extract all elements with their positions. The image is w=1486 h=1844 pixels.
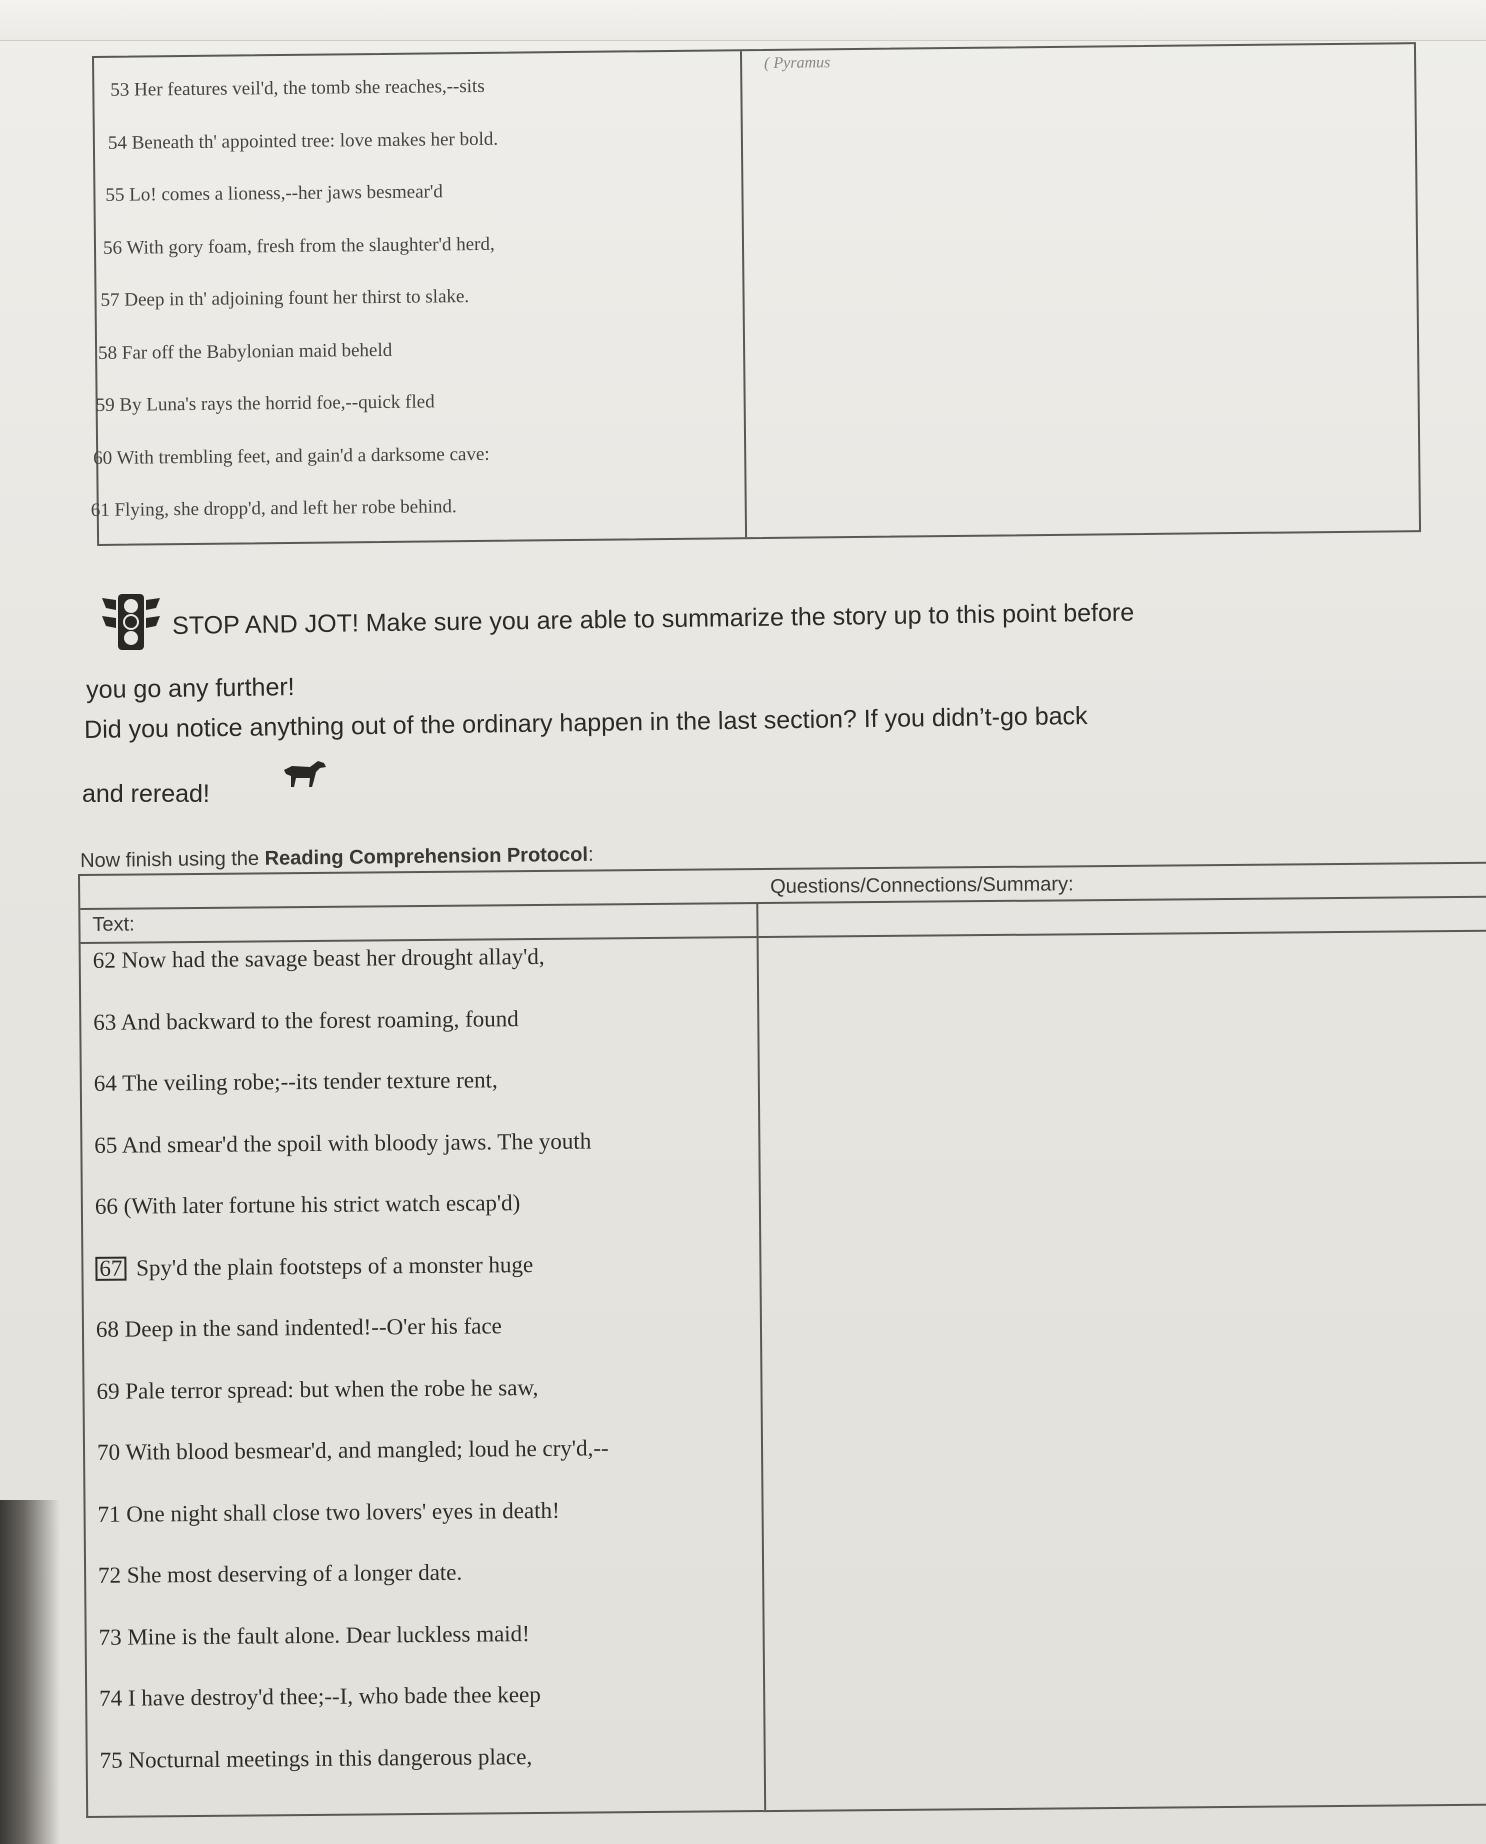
line-number: 64 (93, 1070, 117, 1096)
stop-and-jot-line-4: and reread! (82, 780, 210, 808)
line-number: 65 (94, 1132, 118, 1158)
page-fold-shadow (0, 1500, 60, 1844)
poem-line (97, 1435, 609, 1465)
protocol-table-divider (756, 902, 766, 1810)
line-number: 66 (94, 1193, 119, 1219)
line-text: She most deserving of a longer date. (121, 1559, 463, 1588)
line-number: 70 (96, 1439, 121, 1465)
line-text: Now had the savage beast her drought allay'd, (115, 943, 545, 973)
poem-line: 53 Her features veil'd, the tomb she reaches,--sits (110, 75, 485, 101)
line-text: I have destroy'd thee;--I, who bade thee keep (122, 1681, 541, 1711)
line-number: 69 (96, 1378, 120, 1404)
line-text: Pale terror spread: but when the robe he saw, (119, 1374, 539, 1404)
poem-line (98, 1560, 462, 1589)
line-text: One night shall close two lovers' eyes in death! (120, 1497, 560, 1527)
protocol-instruction (80, 844, 594, 873)
poem-line (99, 1682, 541, 1712)
poem-line (96, 1313, 502, 1343)
line-text: Spy'd the plain footsteps of a monster huge (130, 1251, 534, 1281)
poem-line: 59 By Luna's rays the horrid foe,--quick fled (95, 391, 435, 416)
header-bottom-rule (81, 930, 1486, 944)
line-number: 63 (93, 1009, 117, 1035)
poem-line (93, 1006, 519, 1036)
instruction-suffix: : (587, 843, 594, 866)
line-text: And smear'd the spoil with bloody jaws. The youth (117, 1128, 592, 1158)
poem-line (97, 1497, 559, 1527)
line-number: 71 (97, 1501, 121, 1527)
instruction-prefix: Now finish using the (80, 847, 265, 872)
poem-line: 57 Deep in th' adjoining fount her thirst to slake. (100, 286, 470, 311)
corner-note: ( Pyramus (764, 54, 831, 72)
line-text: Mine is the fault alone. Dear luckless maid! (121, 1620, 530, 1650)
line-text: Nocturnal meetings in this dangerous place, (122, 1743, 533, 1773)
stop-and-jot-line-1: STOP AND JOT! Make sure you are able to summarize the story up to this point before (172, 598, 1135, 640)
col-header-text: Text: (92, 913, 135, 936)
poem-line: 55 Lo! comes a lioness,--her jaws besmear'd (105, 181, 443, 206)
top-table-divider (740, 51, 747, 537)
line-text: The veiling robe;--its tender texture rent, (116, 1067, 498, 1096)
top-text-table (92, 42, 1421, 546)
poem-line (95, 1190, 521, 1220)
stop-and-jot-line-2: you go any further! (86, 673, 295, 704)
line-text: (With later fortune his strict watch escap'd) (117, 1190, 521, 1219)
poem-line: 58 Far off the Babylonian maid beheld (98, 339, 393, 364)
line-number: 68 (95, 1316, 120, 1342)
line-number: 72 (98, 1562, 122, 1588)
poem-line: 56 With gory foam, fresh from the slaughter'd herd, (102, 233, 495, 259)
poem-line (100, 1744, 533, 1774)
poem-line (94, 1128, 591, 1158)
traffic-light-icon (100, 592, 162, 652)
poem-line (99, 1621, 530, 1651)
poem-line: 54 Beneath th' appointed tree: love makes her bold. (107, 128, 499, 154)
poem-line: 60 With trembling feet, and gain'd a darksome cave: (93, 443, 490, 469)
poem-line (93, 944, 545, 974)
stop-and-jot-line-3: Did you notice anything out of the ordinary happen in the last section? If you didn’t-go back (84, 701, 1088, 744)
page-top-edge (0, 0, 1486, 41)
line-number: 73 (98, 1624, 122, 1650)
poem-line (95, 1252, 533, 1282)
poem-line (94, 1067, 498, 1097)
line-text: And backward to the forest roaming, found (116, 1005, 519, 1035)
line-number: 74 (99, 1685, 123, 1711)
poem-line (96, 1375, 538, 1405)
line-number: 62 (92, 947, 116, 973)
line-number: 75 (99, 1747, 123, 1773)
poem-line: 61 Flying, she dropp'd, and left her robe behind. (90, 496, 457, 522)
line-text: Deep in the sand indented!--O'er his face (118, 1313, 502, 1342)
instruction-bold: Reading Comprehension Protocol (264, 843, 589, 870)
col-header-questions: Questions/Connections/Summary: (770, 873, 1074, 898)
line-number: 67 (95, 1256, 126, 1280)
horse-icon (280, 758, 328, 788)
protocol-table (78, 862, 1486, 1818)
line-text: With blood besmear'd, and mangled; loud he cry'd,-- (119, 1435, 609, 1465)
